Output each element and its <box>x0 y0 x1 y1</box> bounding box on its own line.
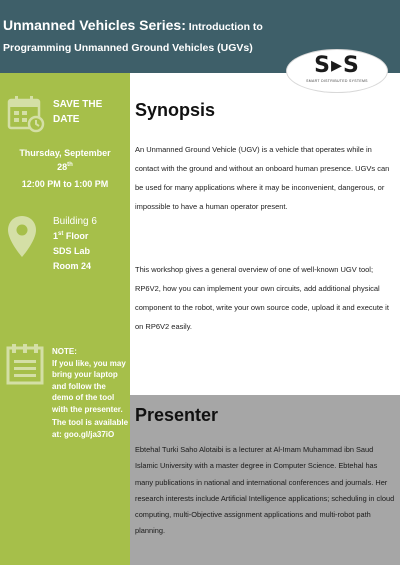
date-day-number: 28 <box>57 162 68 172</box>
date-day-suffix: th <box>67 162 73 168</box>
synopsis-heading: Synopsis <box>135 100 216 120</box>
note-tool-link: The tool is available at: goo.gl/ja37iO <box>52 418 129 439</box>
notepad-icon <box>6 343 44 385</box>
sds-logo <box>287 50 387 92</box>
event-time: 12:00 PM to 1:00 PM <box>21 179 109 189</box>
logo-mark: S▸S <box>314 53 360 78</box>
calendar-icon <box>7 95 45 133</box>
location-room: Room 24 <box>53 261 92 271</box>
page-title <box>3 15 293 58</box>
note-text: If you like, you may bring your laptop and follow the demo of the tool with the presenter. <box>52 358 126 414</box>
date-weekday-month: Thursday, September <box>19 148 111 158</box>
note-heading: NOTE: <box>52 347 77 356</box>
synopsis-paragraph-1: An Unmanned Ground Vehicle (UGV) is a vehicle that operates while in contact with the ground and without an onboard human presence. UGVs can be used for many applications where it may be inconvenient, dangerous, or impossible to have a human operator present. <box>135 145 390 211</box>
location-floor-number: 1 <box>53 231 59 241</box>
event-date <box>0 146 130 174</box>
synopsis-paragraph-2: This workshop gives a general overview of one of well-known UGV tool; RP6V2, how you can implement your own circuits, add additional physical component to the robot, write your own source code, upload it and execute it on RP6V2 easily. <box>135 265 389 331</box>
series-title: Unmanned Vehicles Series: <box>3 17 186 33</box>
logo-subtitle: SMART DISTRIBUTED SYSTEMS <box>306 79 368 83</box>
location-floor-suffix: st <box>58 231 64 237</box>
event-location <box>53 214 128 274</box>
title-intro: Introduction to <box>185 21 263 33</box>
presenter-section <box>130 395 400 565</box>
location-floor-word: Floor <box>63 231 89 241</box>
presenter-heading: Presenter <box>135 405 219 425</box>
save-the-date-heading: SAVE THE DATE <box>53 99 103 125</box>
synopsis-section <box>130 73 400 395</box>
location-lab: SDS Lab <box>53 246 91 256</box>
location-building: Building 6 <box>53 216 97 227</box>
note-block <box>52 346 129 440</box>
title-topic: Programming Unmanned Ground Vehicles (UGVs) <box>3 42 253 54</box>
location-pin-icon <box>7 215 37 259</box>
sidebar <box>0 73 130 565</box>
presenter-bio: Ebtehal Turki Saho Alotaibi is a lecturer at Al-Imam Muhammad ibn Saud Islamic University with a master degree in Computer Science. Ebtehal has many publications in national and international conferences and journals. Her research interests include Artificial Intelligence applications; scheduling in cloud computing, multi-Objective assignment applications and multi-robot path planning. <box>135 445 395 536</box>
